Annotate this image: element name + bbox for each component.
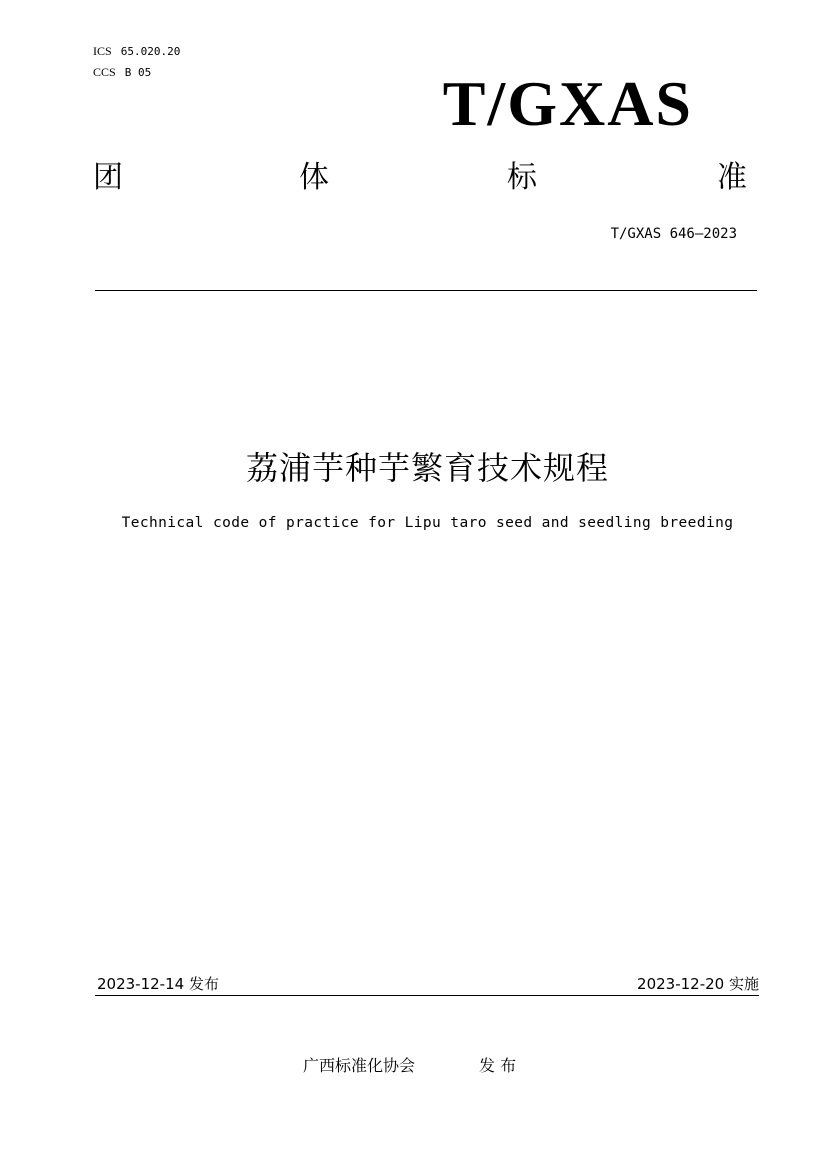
publisher-name: 广西标准化协会	[303, 1056, 416, 1075]
footer-divider	[95, 995, 759, 996]
publisher-action: 发 布	[479, 1056, 517, 1075]
brand-logo-text: T/GXAS	[442, 68, 693, 139]
document-title-chinese: 荔浦芋种芋繁育技术规程	[245, 449, 609, 487]
ics-label: ICS	[93, 44, 112, 58]
publish-date: 2023-12-14 发布	[97, 975, 219, 993]
category-char-1: 团	[93, 160, 123, 195]
category-char-2: 体	[299, 160, 329, 195]
ccs-label: CCS	[93, 65, 116, 79]
ccs-line	[93, 61, 151, 80]
ccs-value: B 05	[124, 66, 152, 79]
ics-value: 65.020.20	[120, 45, 181, 58]
implement-date: 2023-12-20 实施	[637, 975, 759, 993]
header-divider	[95, 290, 757, 291]
standard-number: T/GXAS 646—2023	[610, 226, 737, 242]
category-char-4: 准	[717, 160, 747, 195]
document-title-english: Technical code of practice for Lipu taro seed and seedling breeding	[121, 515, 734, 531]
ics-line	[93, 40, 180, 59]
category-char-3: 标	[507, 160, 537, 195]
